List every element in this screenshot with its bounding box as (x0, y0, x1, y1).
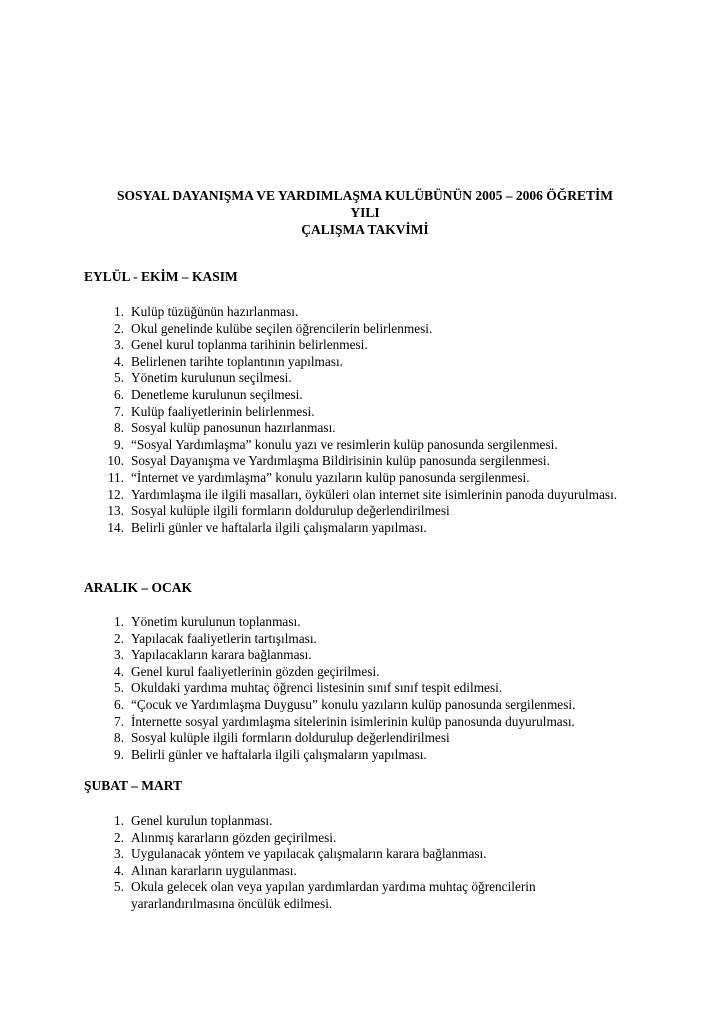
item-text: Sosyal Dayanışma ve Yardımlaşma Bildirisinin kulüp panosunda sergilenmesi. (131, 453, 550, 469)
list-item (84, 863, 644, 880)
title-line-3: ÇALIŞMA TAKVİMİ (301, 222, 429, 237)
section-heading-aralik-ocak: ARALIK – OCAK (84, 580, 193, 595)
item-text: Genel kurul toplanma tarihinin belirlenmesi. (131, 337, 368, 353)
item-text: Sosyal kulüp panosunun hazırlanması. (131, 420, 336, 436)
item-text: Denetleme kurulunun seçilmesi. (131, 386, 303, 402)
item-text: Sosyal kulüple ilgili formların doldurulup değerlendirilmesi (131, 730, 450, 746)
item-number: 8. (114, 730, 124, 746)
item-number: 13. (107, 503, 124, 519)
item-number: 1. (114, 304, 124, 319)
item-number: 7. (114, 403, 124, 419)
title-line-1: SOSYAL DAYANIŞMA VE YARDIMLAŞMA KULÜBÜNÜN 2005 – 2006 ÖĞRETİM (116, 188, 614, 203)
list-item (84, 680, 644, 697)
list-item (84, 631, 644, 648)
item-text: Okul genelinde kulübe seçilen öğrencilerin belirlenmesi. (131, 320, 433, 336)
list-item (84, 420, 644, 437)
item-number: 2. (114, 630, 124, 646)
item-number: 3. (114, 647, 124, 663)
list-item (84, 404, 644, 421)
item-number: 1. (114, 813, 124, 828)
item-text: Kulüp tüzüğünün hazırlanması. (131, 304, 299, 319)
section-list-eylul-ekim-kasim (84, 304, 644, 536)
item-text: Yapılacak faaliyetlerin tartışılması. (131, 630, 317, 646)
list-item (84, 846, 644, 863)
item-number: 5. (114, 879, 124, 895)
list-item (84, 747, 644, 764)
item-number: 6. (114, 696, 124, 712)
list-item (84, 614, 644, 631)
section-list-aralik-ocak (84, 614, 644, 763)
list-item (84, 487, 644, 504)
item-text: Alınmış kararların gözden geçirilmesi. (131, 829, 337, 845)
list-item (84, 304, 644, 321)
item-text: “Sosyal Yardımlaşma” konulu yazı ve resimlerin kulüp panosunda sergilenmesi. (131, 436, 558, 452)
list-item (84, 664, 644, 681)
item-text: Yardımlaşma ile ilgili masalları, öyküleri olan internet site isimlerinin panoda duyurulması. (131, 486, 618, 502)
item-text: İnternette sosyal yardımlaşma sitelerinin isimlerinin kulüp panosunda duyurulması. (131, 713, 575, 729)
document-title (78, 187, 652, 238)
item-text: Yapılacakların karara bağlanması. (131, 647, 312, 663)
item-number: 4. (114, 862, 124, 878)
list-item (84, 647, 644, 664)
item-text: Alınan kararların uygulanması. (131, 862, 297, 878)
item-text: Belirlenen tarihte toplantının yapılması. (131, 353, 343, 369)
list-item (84, 370, 644, 387)
list-item (84, 503, 644, 520)
list-item (84, 520, 644, 537)
item-number: 9. (114, 436, 124, 452)
list-item (84, 321, 644, 338)
item-text: “Çocuk ve Yardımlaşma Duygusu” konulu yazıların kulüp panosunda sergilenmesi. (131, 696, 576, 712)
list-item (84, 337, 644, 354)
item-number: 4. (114, 663, 124, 679)
section-list-subat-mart (84, 813, 644, 913)
item-number: 8. (114, 420, 124, 436)
section-heading-subat-mart: ŞUBAT – MART (84, 778, 183, 793)
item-number: 14. (107, 519, 124, 535)
item-number: 7. (114, 713, 124, 729)
title-line-2: YILI (350, 205, 380, 220)
item-text: Kulüp faaliyetlerinin belirlenmesi. (131, 403, 315, 419)
item-number: 4. (114, 353, 124, 369)
list-item (84, 879, 644, 912)
item-text: Okuldaki yardıma muhtaç öğrenci listesinin sınıf sınıf tespit edilmesi. (131, 680, 503, 696)
item-number: 5. (114, 680, 124, 696)
list-item (84, 714, 644, 731)
list-item (84, 354, 644, 371)
list-item (84, 830, 644, 847)
item-text: Belirli günler ve haftalarla ilgili çalışmaların yapılması. (131, 746, 427, 762)
list-item (84, 470, 644, 487)
item-text: Yönetim kurulunun seçilmesi. (131, 370, 292, 386)
list-item (84, 453, 644, 470)
item-number: 10. (107, 453, 124, 469)
list-item (84, 813, 644, 830)
section-heading-eylul-ekim-kasim: EYLÜL - EKİM – KASIM (84, 269, 238, 284)
list-item (84, 730, 644, 747)
item-number: 1. (114, 614, 124, 629)
item-text: Genel kurulun toplanması. (131, 813, 273, 828)
item-number: 2. (114, 320, 124, 336)
item-text: Yönetim kurulunun toplanması. (131, 614, 301, 629)
item-text: Sosyal kulüple ilgili formların doldurulup değerlendirilmesi (131, 503, 450, 519)
list-item (84, 697, 644, 714)
item-number: 6. (114, 386, 124, 402)
item-number: 9. (114, 746, 124, 762)
item-number: 5. (114, 370, 124, 386)
item-text: Belirli günler ve haftalarla ilgili çalışmaların yapılması. (131, 519, 427, 535)
item-number: 3. (114, 337, 124, 353)
item-number: 3. (114, 846, 124, 862)
item-number: 2. (114, 829, 124, 845)
item-number: 12. (107, 486, 124, 502)
item-text: “İnternet ve yardımlaşma” konulu yazıların kulüp panosunda sergilenmesi. (131, 469, 530, 485)
item-number: 11. (107, 469, 124, 485)
list-item (84, 387, 644, 404)
item-text: Uygulanacak yöntem ve yapılacak çalışmaların karara bağlanması. (131, 846, 487, 862)
list-item (84, 437, 644, 454)
item-text: Genel kurul faaliyetlerinin gözden geçirilmesi. (131, 663, 380, 679)
item-text: Okula gelecek olan veya yapılan yardımlardan yardıma muhtaç öğrencilerin yararlandırılmasına öncülük edilmesi. (131, 879, 536, 911)
